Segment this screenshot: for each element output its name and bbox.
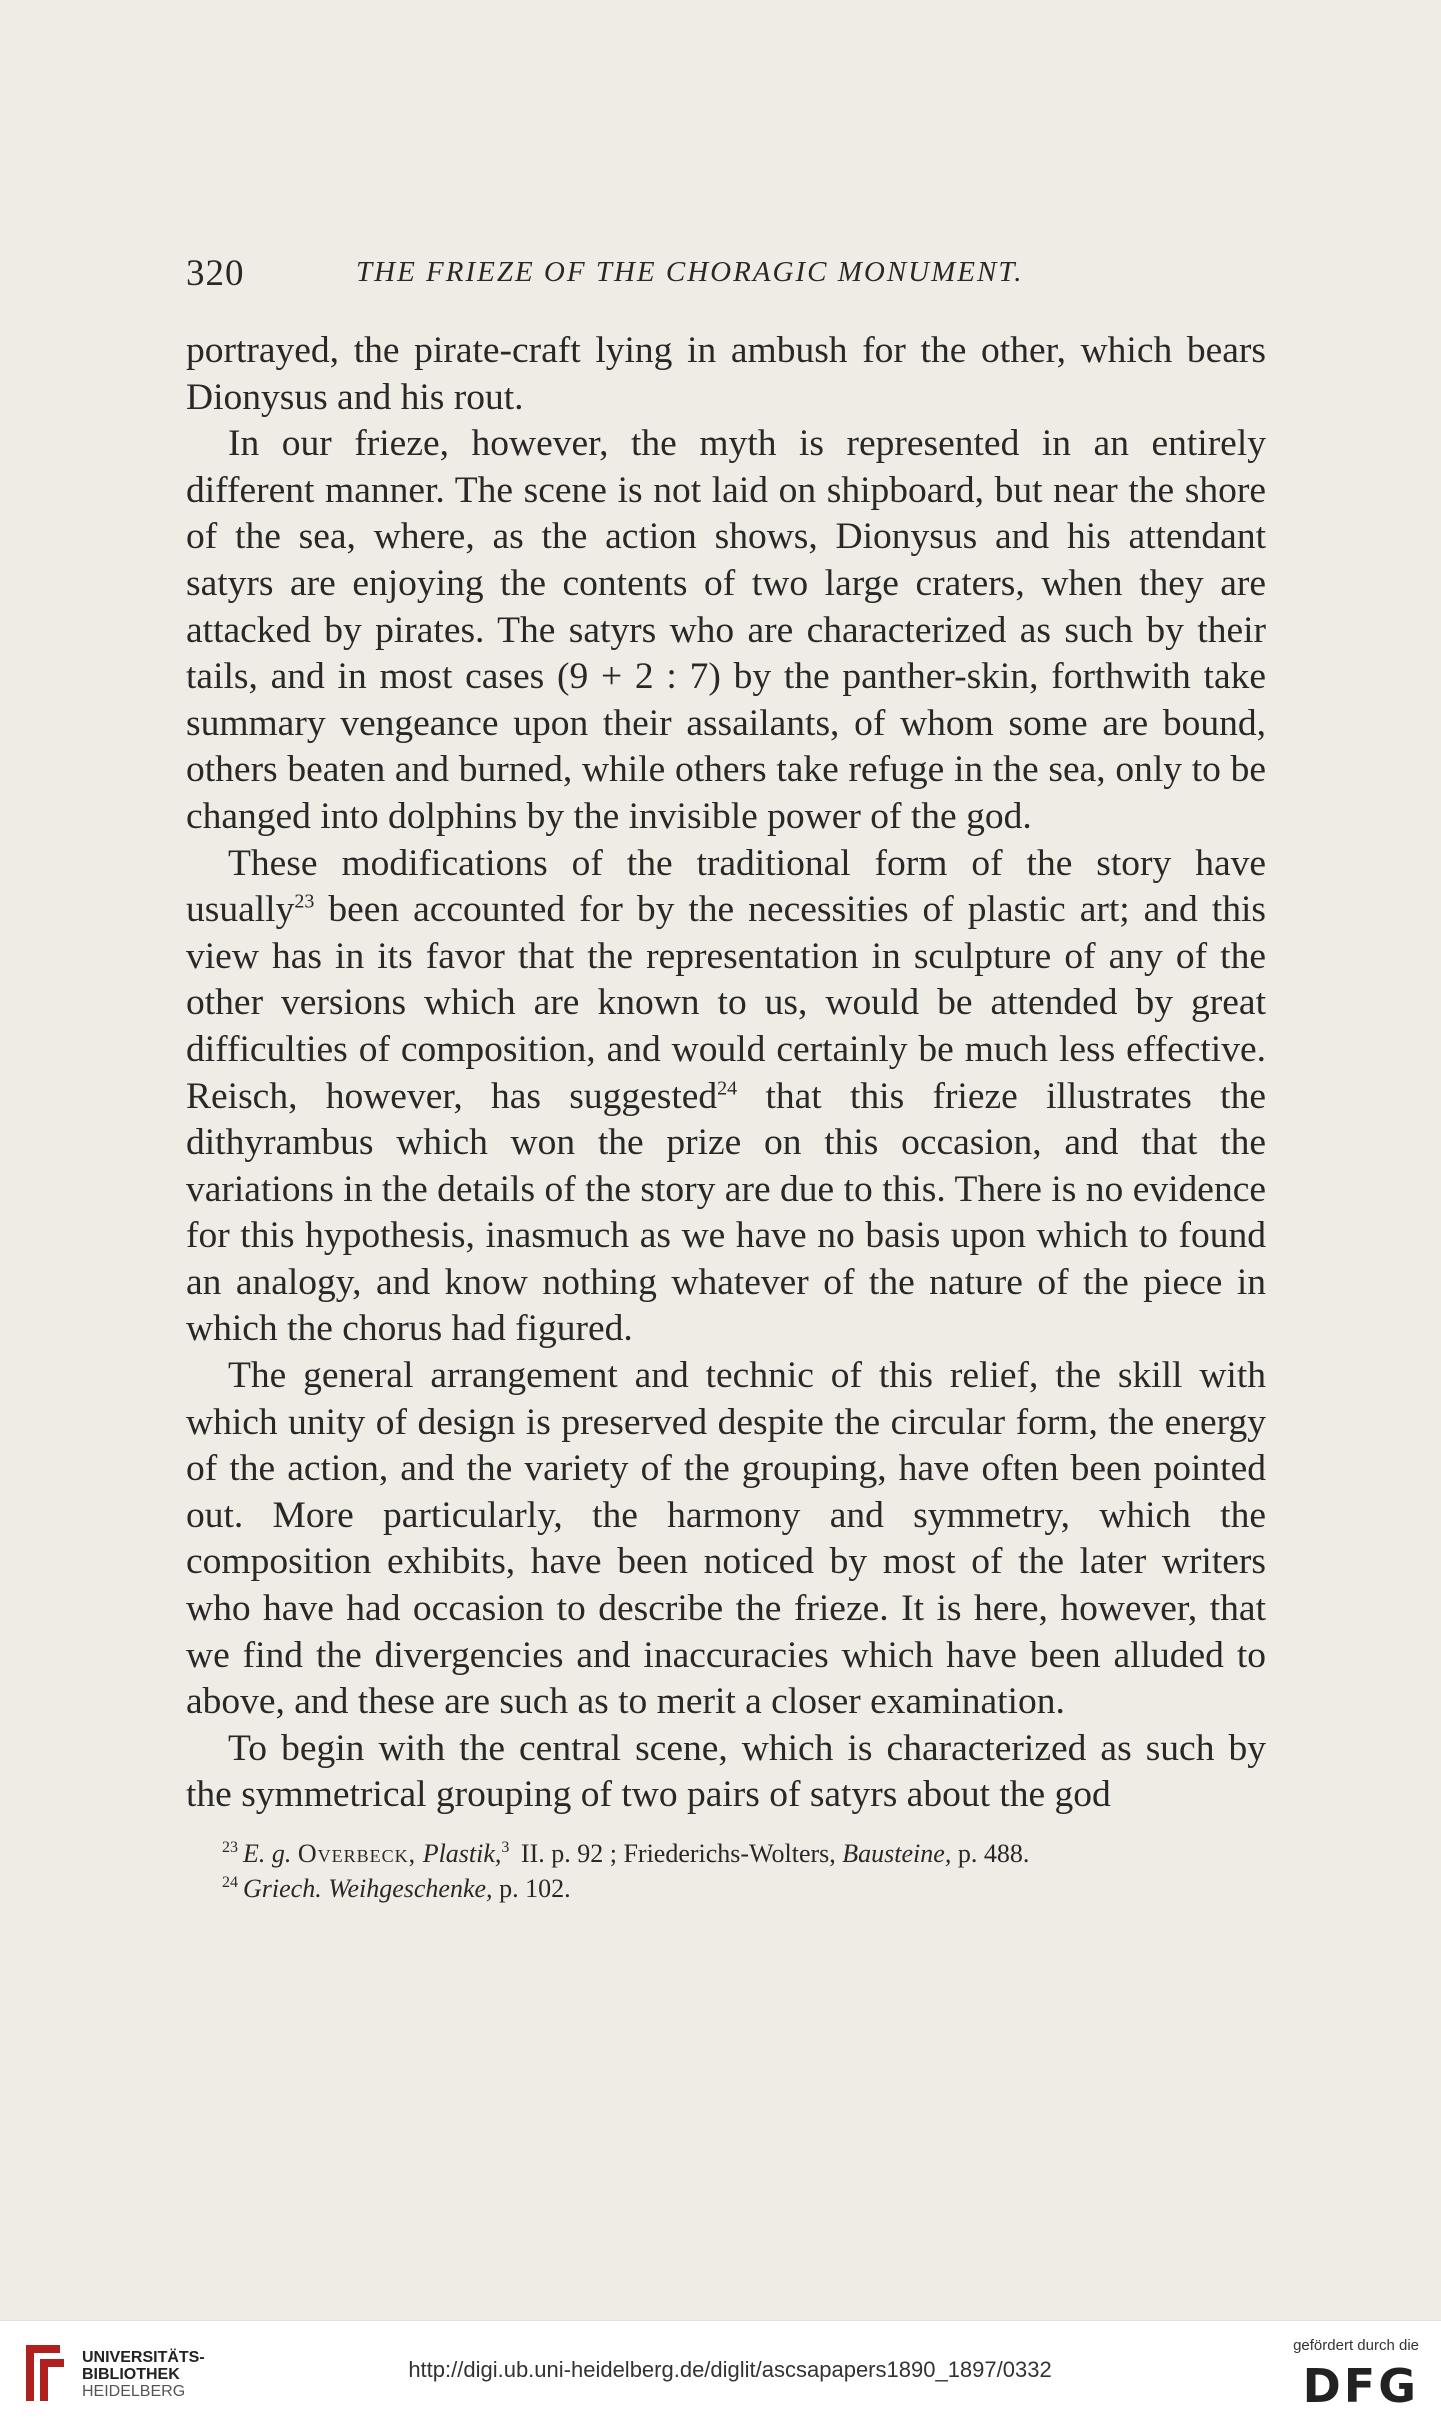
footnote-abbrev: E. g. [243,1839,292,1868]
page-header [186,252,1266,302]
footnote-work: Bausteine, [842,1839,952,1868]
footnote-ref-23: 23 [294,890,315,913]
dfg-logo[interactable]: DFG [1302,2359,1419,2413]
paragraph-3-part-b: been accounted for by the necessities of plastic art; and this view has in its favor that the representation in sculpture of any of the other versions which are known to us, would be attended by great difficulties of composition, and would certainly be much less effective. Reisch, however, has suggested [186,889,1266,1117]
footnote-23 [222,1836,1262,1871]
paragraph-4: The general arrangement and technic of this relief, the skill with which unity of design is preserved despite the circular form, the energy of the action, and the variety of the grouping, have often been pointed out. More particularly, the harmony and symmetry, which the composition exhibits, have been noticed by most of the later writers who have had occasion to describe the frieze. It is here, however, that we find the divergencies and inaccuracies which have been alluded to above, and these are such as to merit a closer examination. [186,1355,1266,1723]
funding-label: gefördert durch die [1293,2337,1419,2354]
footnotes [222,1836,1262,1906]
library-name-line: HEIDELBERG [82,2383,186,2400]
body-text [186,328,1266,1819]
footnote-number: 23 [222,1839,238,1857]
footnote-work: Griech. Weihgeschenke, [243,1874,493,1903]
footnote-edition: 3 [501,1839,510,1857]
footnote-number: 24 [222,1874,238,1892]
footnote-ref-24: 24 [717,1077,738,1099]
page-number: 320 [186,253,245,294]
viewer-footer [0,2320,1441,2421]
paragraph-1: portrayed, the pirate-craft lying in ambush for the other, which bears Dionysus and his rout. [186,330,1266,418]
footnote-work: Plastik, [422,1839,502,1868]
footnote-text: p. 102. [492,1874,571,1903]
footnote-text: p. 488. [951,1839,1030,1868]
library-name-line: UNIVERSITÄTS- [82,2349,205,2366]
running-title: THE FRIEZE OF THE CHORAGIC MONUMENT. [356,256,1024,288]
paragraph-3 [186,841,1266,1354]
footnote-author: Overbeck, [297,1839,417,1868]
university-library-logo-icon[interactable] [16,2339,72,2407]
footnote-text: II. p. 92 ; Friederichs-Wolters, [514,1839,843,1868]
permalink-url[interactable]: http://digi.ub.uni-heidelberg.de/diglit/ascsapapers1890_1897/0332 [408,2357,1052,2382]
paragraph-5: To begin with the central scene, which is characterized as such by the symmetrical grouping of two pairs of satyrs about the god [186,1727,1266,1816]
paragraph-2: In our frieze, however, the myth is represented in an entirely different manner. The scene is not laid on shipboard, but near the shore of the sea, where, as the action shows, Dionysus and his attendant satyrs are enjoying the contents of two large craters, when they are attacked by pirates. The satyrs who are characterized as such by their tails, and in most cases (9 + 2 : 7) by the panther-skin, forthwith take summary vengeance upon their assailants, of whom some are bound, others beaten and burned, while others take refuge in the sea, only to be changed into dolphins by the invisible power of the god. [186,423,1266,837]
footnote-24 [222,1871,1262,1906]
paragraph-3-part-a: These modifications of the traditional form of the story have usually [186,842,1266,931]
library-name-line: BIBLIOTHEK [82,2366,180,2383]
library-name [82,2349,205,2400]
paragraph-3-part-c: that this frieze illustrates the dithyrambus which won the prize on this occasion, and that the variations in the details of the story are due to this. There is no evidence for this hypothesis, inasmuch as we have no basis upon which to found an analogy, and know nothing whatever of the nature of the piece in which the chorus had figured. [186,1075,1266,1350]
